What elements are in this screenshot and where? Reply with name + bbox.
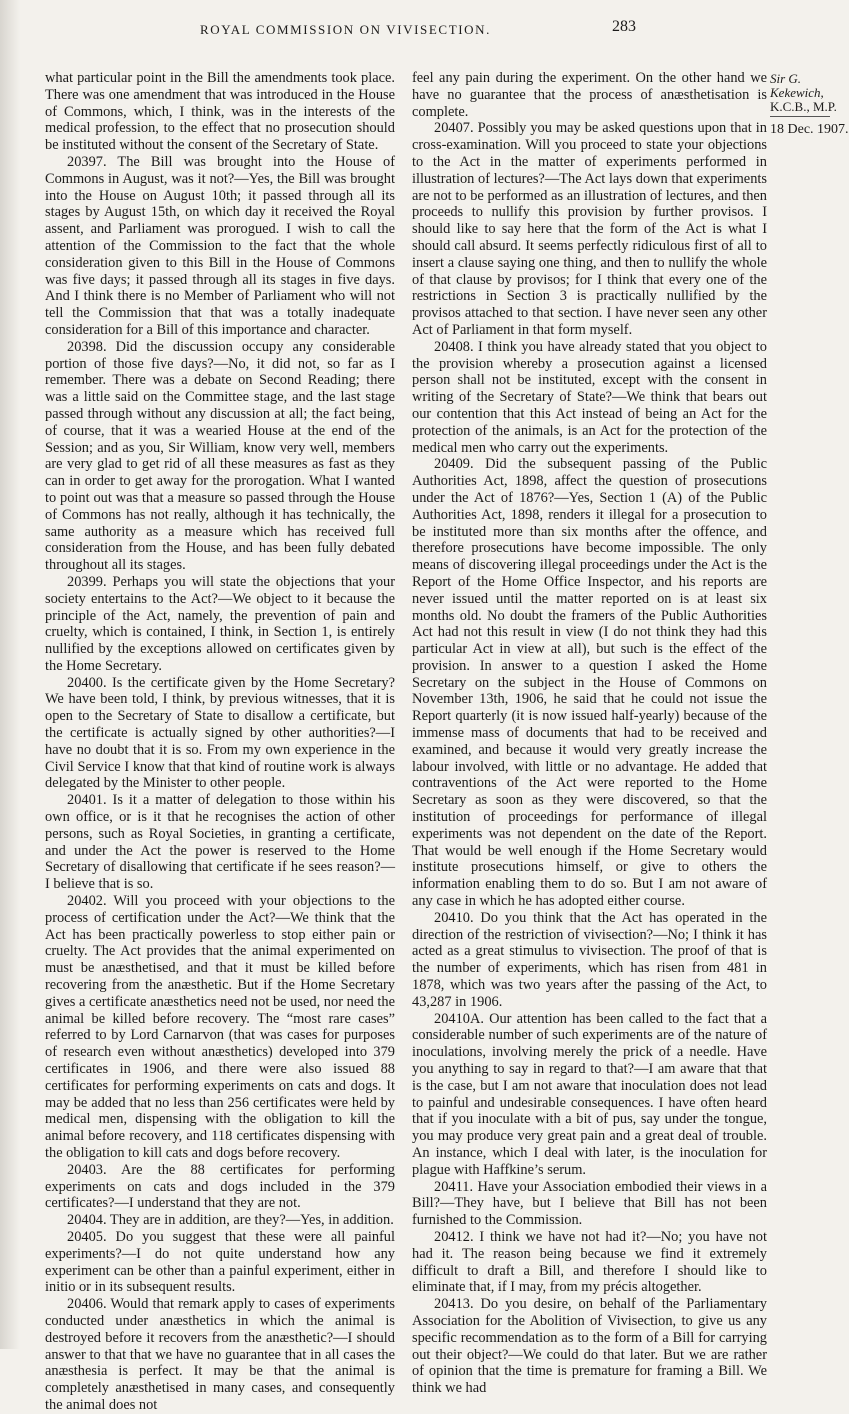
sitting-date: 18 Dec. 1907. — [770, 122, 849, 137]
paragraph: 20406. Would that remark apply to cases of experiments conducted under anæsthetics in which the animal is destroyed before it recovers from the anæsthetic?—I should answer to that that we have no guarantee that in all cases the anæsthesia is perfect. It may be that the animal is completely anæsthetised in many cases, and consequently the animal does not — [45, 1296, 395, 1413]
paragraph: feel any pain during the experiment. On the other hand we have no guarantee that the process of anæsthetisation is complete. — [412, 70, 767, 120]
margin-rule — [770, 116, 830, 117]
paragraph: 20407. Possibly you may be asked questions upon that in cross-examination. Will you proceed to state your objections to the Act in the matter of experiments performed in illustration of lectures?—The Act lays down that experiments are not to be performed as an illustration of lectures, and then proceeds to nullify this provision by further provisos. I should like to say here that the form of the Act is what I should call absurd. It seems perfectly ridiculous first of all to insert a clause saying one thing, and then to nullify the whole of that clause by provisos; for I think that every one of the restrictions in Section 3 is practically nullified by the provisos attached to that section. I have never seen any other Act of Parliament in that form myself. — [412, 120, 767, 338]
left-column — [45, 70, 395, 1414]
paragraph: what particular point in the Bill the amendments took place. There was one amendment that was introduced in the House of Commons, which, I think, was in the interests of the medical profession, to the effect that no prosecution should be instituted without the consent of the Secretary of State. — [45, 70, 395, 154]
page-number: 283 — [612, 18, 636, 35]
paragraph: 20410. Do you think that the Act has operated in the direction of the restriction of vivisection?—No; I think it has acted as a great stimulus to vivisection. The proof of that is the number of experiments, which has risen from 481 in 1878, which was two years after the passing of the Act, to 43,287 in 1906. — [412, 909, 767, 1010]
paragraph: 20402. Will you proceed with your objections to the process of certification under the Act?—We think that the Act has been practically powerless to stop either pain or cruelty. The Act provides that the animal experimented on must be anæsthetised, and that it must be killed before recovering from the anæsthetic. But if the Home Secretary gives a certificate anæsthetics need not be used, nor need the animal be killed before recovery. The “most rare cases” referred to by Lord Carnarvon (that was cases for purposes of research even without anæsthetics) developed into 379 certificates in 1906, and there were also issued 88 certificates for performing experiments on cats and dogs. It may be added that no less than 256 certificates were held by medical men, dispensing with the obligation to kill the animal before recovery, and 118 certificates dispensing with the obligation to kill cats and dogs before recovery. — [45, 893, 395, 1161]
scan-edge-shadow — [0, 0, 20, 1349]
paragraph: 20400. Is the certificate given by the Home Secretary? We have been told, I think, by previous witnesses, that it is open to the Secretary of State to disallow a certificate, but the certificate is actually signed by other authorities?—I have no doubt that it is so. From my own experience in the Civil Service I know that that kind of routine work is always delegated by the Minister to other people. — [45, 674, 395, 792]
paragraph: 20405. Do you suggest that these were all painful experiments?—I do not quite understand how any experiment can be other than a painful experiment, either in initio or in its subsequent results. — [45, 1228, 395, 1296]
margin-note — [770, 71, 849, 137]
paragraph: 20404. They are in addition, are they?—Yes, in addition. — [67, 1212, 394, 1229]
paragraph: 20403. Are the 88 certificates for performing experiments on cats and dogs included in the 379 certificates?—I understand that they are not. — [45, 1161, 395, 1212]
witness-name: Sir G. — [770, 71, 802, 86]
paragraph: 20411. Have your Association embodied their views in a Bill?—They have, but I believe that Bill has not been furnished to the Commission. — [412, 1178, 767, 1229]
right-column — [412, 70, 767, 1397]
paragraph: 20399. Perhaps you will state the objections that your society entertains to the Act?—We object to it because the principle of the Act, namely, the prevention of pain and cruelty, which is contained, I think, in Section 1, is entirely nullified by the exceptions allowed on certificates given by the Home Secretary. — [45, 573, 395, 674]
paragraph: 20410A. Our attention has been called to the fact that a considerable number of such experiments are of the nature of inoculations, involving merely the prick of a needle. Have you anything to say in regard to that?—I am aware that that is the case, but I am not aware that inoculation does not lead to painful and undesirable consequences. I have often heard that if you inoculate with a bit of pus, say under the tongue, you may produce very great pain and a great deal of trouble. An instance, which I deal with later, is the inoculation for plague with Haffkine’s serum. — [412, 1010, 767, 1178]
paragraph: 20397. The Bill was brought into the House of Commons in August, was it not?—Yes, the Bill was brought into the House on August 10th; it passed through all its stages by August 15th, on which day it received the Royal assent, and Parliament was prorogued. I wish to call the attention of the Commission to the fact that the whole consideration given to this Bill in the House of Commons was five days; it passed through all its stages in five days. And I think there is no Member of Parliament who will not tell the Commission that that was a totally inadequate consideration for a Bill of this importance and character. — [45, 153, 395, 338]
paragraph: 20398. Did the discussion occupy any considerable portion of those five days?—No, it did not, so far as I remember. There was a debate on Second Reading; there was a little said on the Committee stage, and the last stage passed through without any discussion at all; the fact being, of course, that it was a wearied House at the end of the Session; and as you, Sir William, know very well, members are very glad to get rid of all these measures as fast as they can in order to get away for the prorogation. What I wanted to point out was that a measure so passed through the House of Commons has not really, although it has technically, the same authority as a measure which has received full consideration from the House, and has been fully debated throughout all its stages. — [45, 338, 395, 574]
paragraph: 20413. Do you desire, on behalf of the Parliamentary Association for the Abolition of Vivisection, to give us any specific recommendation as to the form of a Bill for carrying out their object?—We could do that later. But we are rather of opinion that the time is premature for framing a Bill. We think we had — [412, 1296, 767, 1397]
page-header — [0, 18, 800, 42]
paragraph: 20401. Is it a matter of delegation to those within his own office, or is it that he recognises the action of other persons, such as Royal Societies, in granting a certificate, and under the Act the power is reserved to the Home Secretary of disallowing that certificate if he sees reason?—I believe that is so. — [45, 792, 395, 893]
running-title: ROYAL COMMISSION ON VIVISECTION. — [200, 22, 491, 37]
witness-title: K.C.B., M.P. — [770, 99, 837, 114]
witness-name: Kekewich, — [770, 85, 824, 100]
paragraph: 20409. Did the subsequent passing of the Public Authorities Act, 1898, affect the question of prosecutions under the Act of 1876?—Yes, Section 1 (A) of the Public Authorities Act, 1898, renders it illegal for a prosecution to be instituted more than six months after the offence, and therefore prosecutions have become impossible. The only means of discovering illegal proceedings under the Act is the Report of the Home Office Inspector, and his reports are never issued until the matter reported on is at least six months old. No doubt the framers of the Public Authorities Act had not this result in view (I do not think they had this particular Act in view at all), but such is the effect of the provision. In answer to a question I asked the Home Secretary on the subject in the House of Commons on November 13th, 1906, he said that he could not issue the Report quarterly (it is now issued half-yearly) because of the immense mass of documents that had to be received and examined, and because it would very greatly increase the labour involved, with little or no advantage. He added that contraventions of the Act were reported to the Home Secretary as soon as they were discovered, so that the institution of proceedings for performance of illegal experiments was not dependent on the date of the Report. That would be well enough if the Home Secretary would institute prosecutions himself, or give to others the information enabling them to do so. But I am not aware of any case in which he has adopted either course. — [412, 456, 767, 910]
paragraph: 20412. I think we have not had it?—No; you have not had it. The reason being because we find it extremely difficult to draft a Bill, and therefore I should like to eliminate that, if I may, from my précis altogether. — [412, 1228, 767, 1296]
paragraph: 20408. I think you have already stated that you object to the provision whereby a prosecution against a licensed person shall not be instituted, except with the consent in writing of the Secretary of State?—We think that bears out our contention that this Act instead of being an Act for the protection of the animals, is an Act for the protection of the medical men who carry out the experiments. — [412, 338, 767, 456]
